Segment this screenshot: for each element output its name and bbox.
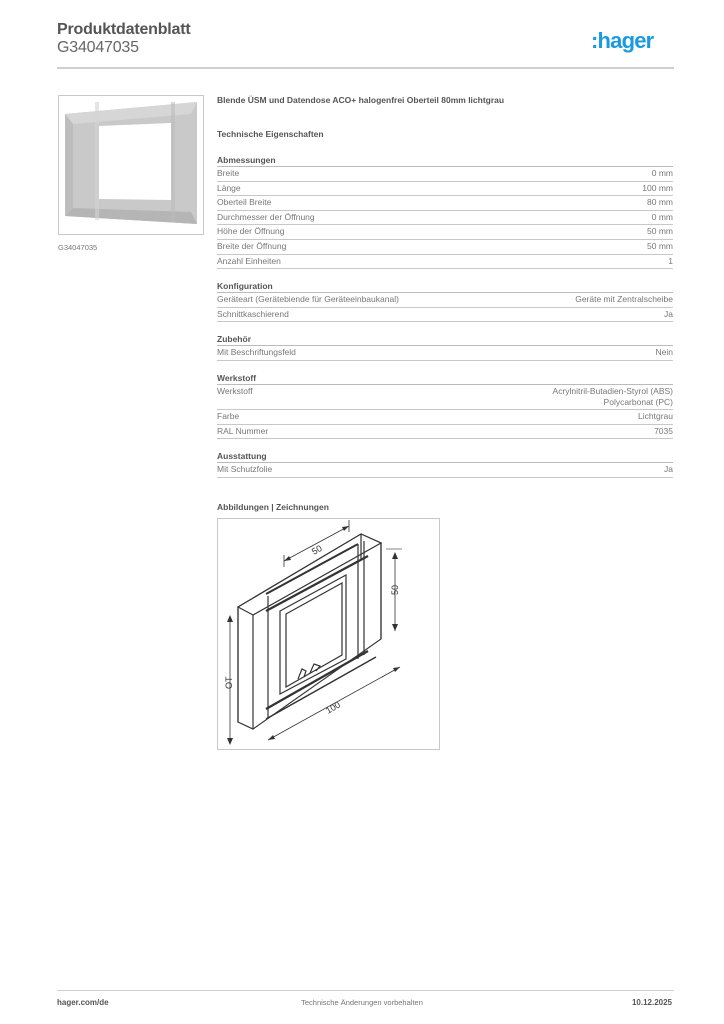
section-heading: Ausstattung xyxy=(217,451,673,463)
section-konfiguration xyxy=(217,281,673,322)
spec-label: Schnittkaschierend xyxy=(217,308,289,319)
spec-value: 0 mm xyxy=(651,211,673,222)
spec-label: Mit Schutzfolie xyxy=(217,464,273,475)
svg-text:OT: OT xyxy=(224,676,234,689)
spec-label: Breite xyxy=(217,168,240,178)
spec-row xyxy=(217,385,673,410)
footer-date: 10.12.2025 xyxy=(631,998,672,1007)
spec-content xyxy=(217,95,673,512)
spec-row xyxy=(217,410,673,425)
header-divider xyxy=(57,67,674,69)
spec-row xyxy=(217,463,673,478)
spec-row xyxy=(217,211,673,226)
spec-value: Nein xyxy=(655,347,673,358)
figures-heading: Abbildungen | Zeichnungen xyxy=(217,501,329,512)
spec-row xyxy=(217,225,673,240)
footer-divider xyxy=(57,990,674,991)
spec-value-line: Acrylnitril-Butadien-Styrol (ABS) xyxy=(552,385,673,396)
product-thumbnail xyxy=(58,95,204,235)
spec-value-line: Polycarbonat (PC) xyxy=(603,397,673,408)
spec-row xyxy=(217,308,673,323)
header-title: Produktdatenblatt xyxy=(57,21,191,38)
spec-row xyxy=(217,346,673,361)
svg-text:100: 100 xyxy=(324,699,343,716)
spec-value: Ja xyxy=(664,464,673,475)
section-heading: Werkstoff xyxy=(217,373,673,385)
spec-row xyxy=(217,255,673,270)
spec-label: RAL Nummer xyxy=(217,425,269,436)
spec-label: Oberteil Breite xyxy=(217,197,272,208)
spec-value: Lichtgrau xyxy=(638,410,673,421)
section-zubehoer xyxy=(217,334,673,361)
svg-text:50: 50 xyxy=(310,543,324,557)
spec-label: Anzahl Einheiten xyxy=(217,255,281,266)
dimension-drawing-icon xyxy=(218,519,439,749)
spec-value: 7035 xyxy=(654,425,673,436)
hager-logo: :hager xyxy=(591,28,654,53)
section-ausstattung xyxy=(217,451,673,478)
spec-row xyxy=(217,167,673,182)
spec-row xyxy=(217,196,673,211)
spec-row xyxy=(217,182,673,197)
product-code: G34047035 xyxy=(57,39,139,56)
section-heading: Abmessungen xyxy=(217,155,673,167)
spec-row xyxy=(217,293,673,308)
website-link[interactable]: hager.com/de xyxy=(57,998,109,1007)
section-heading: Zubehör xyxy=(217,334,673,346)
spec-value: Geräte mit Zentralscheibe xyxy=(575,294,673,305)
thumbnail-caption: G34047035 xyxy=(58,243,98,252)
spec-label: Durchmesser der Öffnung xyxy=(217,211,315,222)
cover-plate-image xyxy=(59,96,203,234)
spec-label: Farbe xyxy=(217,410,240,421)
svg-text:50: 50 xyxy=(390,584,400,595)
spec-label: Breite der Öffnung xyxy=(217,240,287,251)
spec-value: 1 xyxy=(668,255,673,266)
product-title: Blende ÜSM und Datendose ACO+ halogenfrei Oberteil 80mm lichtgrau xyxy=(217,95,505,105)
footer-disclaimer: Technische Änderungen vorbehalten xyxy=(301,998,423,1007)
spec-value: 100 mm xyxy=(642,182,673,193)
section-abmessungen xyxy=(217,155,673,269)
spec-value: 50 mm xyxy=(647,226,673,237)
spec-row xyxy=(217,425,673,440)
spec-label: Geräteart (Gerätebiende für Geräteeinbaukanal) xyxy=(217,294,399,305)
spec-label: Höhe der Öffnung xyxy=(217,226,285,237)
spec-value: Ja xyxy=(664,308,673,319)
spec-label: Länge xyxy=(217,182,241,193)
spec-value: 0 mm xyxy=(651,168,673,178)
spec-row xyxy=(217,240,673,255)
spec-value: 80 mm xyxy=(647,197,673,208)
spec-label: Werkstoff xyxy=(217,385,253,396)
spec-value xyxy=(553,386,673,409)
spec-value: 50 mm xyxy=(647,240,673,251)
technical-properties-heading: Technische Eigenschaften xyxy=(217,129,324,139)
spec-label: Mit Beschriftungsfeld xyxy=(217,347,296,358)
section-heading: Konfiguration xyxy=(217,281,673,293)
technical-drawing xyxy=(217,518,440,750)
section-werkstoff xyxy=(217,373,673,439)
